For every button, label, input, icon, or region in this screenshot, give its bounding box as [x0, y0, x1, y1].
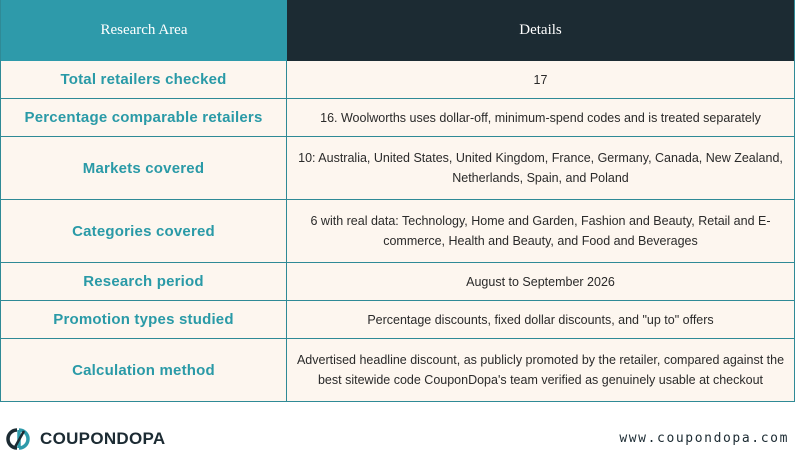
table-row — [1, 263, 794, 301]
header-details: Details — [287, 0, 794, 61]
table-header — [1, 0, 794, 61]
row-label: Categories covered — [1, 200, 287, 262]
row-detail: 10: Australia, United States, United Kingdom, France, Germany, Canada, New Zealand, Netherlands, Spain, and Poland — [298, 151, 783, 185]
header-research-area: Research Area — [1, 0, 287, 61]
table-row — [1, 200, 794, 263]
brand-name: COUPONDOPA — [40, 429, 166, 448]
row-detail: Percentage discounts, fixed dollar discounts, and "up to" offers — [367, 312, 714, 327]
row-detail: 6 with real data: Technology, Home and Garden, Fashion and Beauty, Retail and E-commerce, Health and Beauty, and Food and Beverages — [310, 214, 771, 248]
row-detail: 17 — [533, 72, 548, 87]
row-label: Calculation method — [1, 339, 287, 401]
row-detail: 16. Woolworths uses dollar-off, minimum-spend codes and is treated separately — [320, 110, 761, 125]
website-url: www.coupondopa.com — [619, 431, 789, 446]
table-row — [1, 339, 794, 402]
row-label: Research period — [1, 263, 287, 300]
table-row — [1, 137, 794, 200]
table-row — [1, 61, 794, 99]
table-row — [1, 301, 794, 339]
table-row — [1, 99, 794, 137]
row-label: Promotion types studied — [1, 301, 287, 338]
row-detail: August to September 2026 — [466, 274, 615, 289]
coupondopa-logo-icon — [6, 428, 36, 450]
row-label: Markets covered — [1, 137, 287, 199]
row-label: Percentage comparable retailers — [1, 99, 287, 136]
row-detail: Advertised headline discount, as publicly promoted by the retailer, compared against the best sitewide code CouponDopa's team verified as genuinely usable at checkout — [296, 353, 785, 387]
row-label: Total retailers checked — [1, 61, 287, 98]
brand-logo — [6, 428, 165, 450]
